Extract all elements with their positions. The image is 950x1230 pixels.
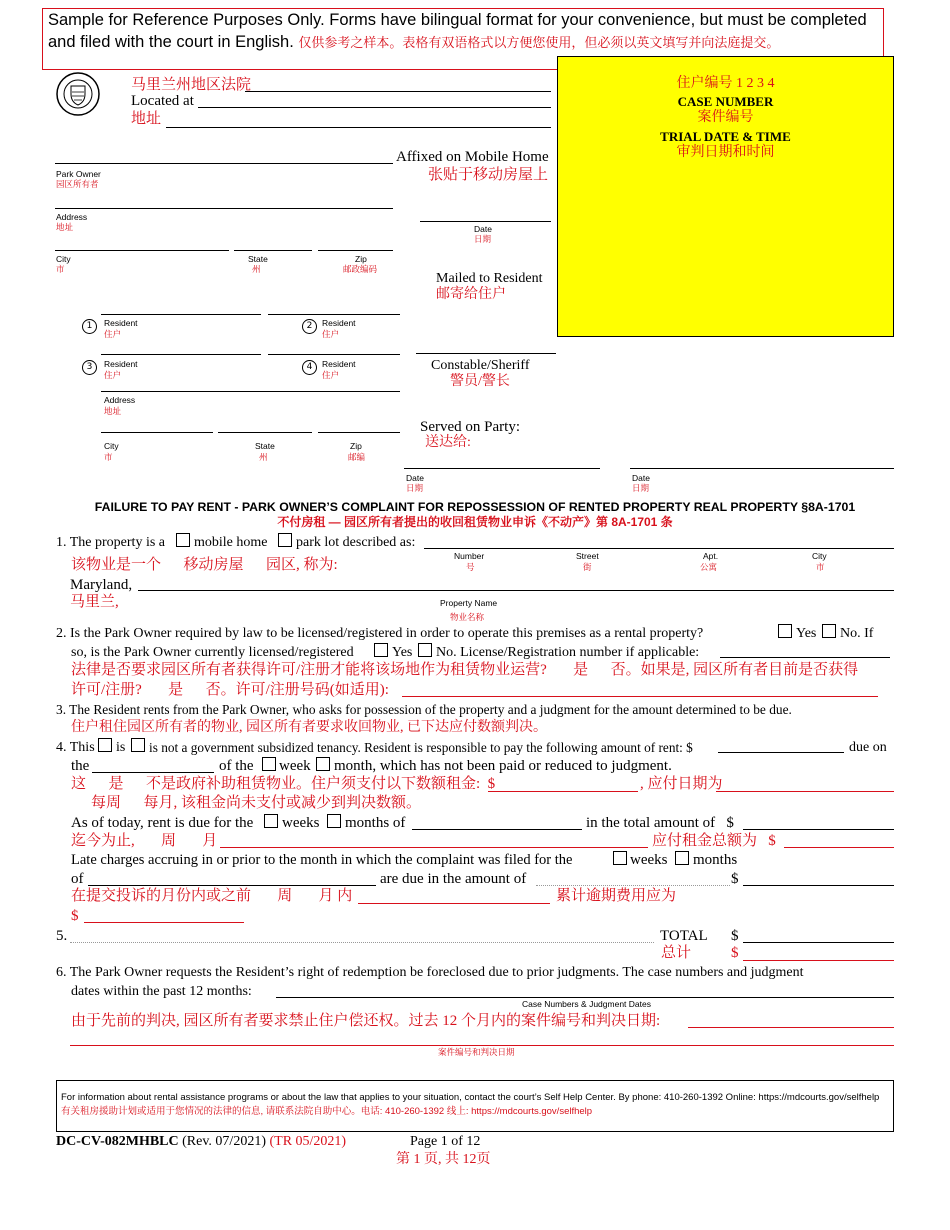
city-label-zh: 市 [816,562,825,572]
trial-zh: 审判日期和时间 [676,145,775,160]
asof-period-line-zh[interactable] [220,847,648,848]
owner-address-label-zh: 地址 [56,222,74,232]
resident-zip-line[interactable] [318,432,400,433]
resident-3-number: 3 [82,360,97,375]
subsidized-is-checkbox[interactable] [98,738,112,752]
s4-total-amt: in the total amount of $ [586,815,734,831]
affixed-date-label-zh: 日期 [474,234,492,244]
due-day-line[interactable] [92,772,214,773]
s4-due-amt: are due in the amount of [380,871,527,887]
resident-2-label: Resident [322,318,356,328]
late-amount-dotted [536,885,730,886]
s4-dollar: $ [731,871,739,887]
s4-months-of: months of [345,815,406,831]
maryland-label-zh: 马里兰, [70,594,119,610]
resident-city-label-zh: 市 [104,452,113,462]
period-month-checkbox[interactable] [316,757,330,771]
s4-dollar-zh: $ [71,908,79,924]
s2-zh1: 法律是否要求园区所有者获得许可/注册才能将该场地作为租赁物业运营? 是 否。如果是, 园区所有者目前是否获得 [71,662,859,678]
s5-dollar: $ [731,928,739,944]
form-number: DC-CV-082MHBLC [56,1134,179,1149]
resident-state-label-zh: 州 [259,452,268,462]
served-label: Served on Party: [420,419,520,435]
served-date-label-1: Date [406,473,424,483]
resident-number-zh: 住户编号 1 2 3 4 [676,76,775,91]
located-at-line[interactable] [198,107,551,108]
subsidized-isnot-checkbox[interactable] [131,738,145,752]
owner-state-label-zh: 州 [252,264,261,274]
complaint-title-zh: 不付房租 — 园区所有者提出的收回租赁物业申诉《不动产》第 8A-1701 条 [277,515,673,529]
resident-4-label-zh: 住户 [322,370,340,380]
served-label-zh: 送达给: [425,435,471,450]
s4-zh1b: , 应付日期为 [640,776,723,792]
s2-yes2: Yes [392,645,413,660]
form-tr: (TR 05/2021) [269,1134,347,1149]
s4-of-the: of the [219,758,254,774]
owner-zip-label-zh: 邮政编码 [343,264,378,274]
license-required-no-checkbox[interactable] [822,624,836,638]
case-numbers-line-zh[interactable] [688,1027,894,1028]
rent-amount-line[interactable] [718,752,844,753]
license-number-line[interactable] [720,657,890,658]
case-numbers-label: Case Numbers & Judgment Dates [522,999,651,1009]
case-numbers-line-zh-2[interactable] [70,1045,894,1046]
apt-label-zh: 公寓 [700,562,718,572]
resident-2-label-zh: 住户 [322,329,340,339]
court-name-line[interactable] [245,91,551,92]
resident-4-number: 4 [302,360,317,375]
s4-due-on: due on [849,740,887,755]
s6-en2: dates within the past 12 months: [71,984,252,999]
resident-zip-label: Zip [350,441,362,451]
s4-isnot: is not a government subsidized tenancy. Resident is responsible to pay the following amount of rent: $ [149,740,693,755]
complaint-title: FAILURE TO PAY RENT - PARK OWNER’S COMPLAINT FOR REPOSSESSION OF RENTED PROPERTY REAL PROPERTY §8A-1701 [94,500,856,514]
court-name: 马里兰州地区法院 [131,77,252,93]
s5-dotted [70,942,654,943]
s2-line2: so, is the Park Owner currently licensed/registered [71,645,354,660]
resident-address-label-zh: 地址 [104,406,122,416]
total-due-line-zh[interactable] [784,847,894,848]
s5-dollar-zh: $ [731,945,739,961]
served-date-label-1-zh: 日期 [406,483,424,493]
resident-3-label: Resident [104,359,138,369]
s4-total-zh: 应付租金总额为 $ [652,833,776,849]
s6-zh: 由于先前的判决, 园区所有者要求禁止住户偿还权。过去 12 个月内的案件编号和判决日期: [71,1013,661,1029]
number-label-zh: 号 [466,562,475,572]
apt-label: Apt. [703,551,719,561]
asof-period-line[interactable] [412,829,582,830]
affixed-label: Affixed on Mobile Home [396,149,549,165]
info-en: For information about rental assistance programs or about the law that applies to your situation, contact the court’s Self Help Center. By phone: 410-260-1392 Online: https://mdcourts.gov/selfhelp [61,1092,880,1103]
total-line-zh[interactable] [743,960,894,961]
affixed-date-label: Date [474,224,492,234]
late-period-line[interactable] [88,885,376,886]
s4-asof-zh: 迄今为止, 周 月 [71,833,218,849]
s1-lot: park lot described as: [296,535,416,550]
owner-city-label: City [56,254,71,264]
constable-line[interactable] [416,353,556,354]
s5-total: TOTAL [660,928,708,944]
late-weeks-checkbox[interactable] [613,851,627,865]
served-date-label-2: Date [632,473,650,483]
late-amount-line-zh[interactable] [84,922,244,923]
late-months-checkbox[interactable] [675,851,689,865]
due-day-line-zh[interactable] [716,791,894,792]
s4-week: week [279,758,311,774]
mailed-label: Mailed to Resident [436,271,543,286]
owner-address-label: Address [56,212,88,222]
park-owner-label-zh: 园区所有者 [56,179,99,189]
property-address-line[interactable] [424,548,894,549]
constable-label-zh: 警员/警长 [450,374,510,389]
court-seal-icon [56,72,100,116]
resident-3-line[interactable] [101,354,261,355]
resident-state-label: State [255,441,275,451]
park-lot-checkbox[interactable] [278,533,292,547]
page-number-zh: 第 1 页, 共 12页 [396,1152,491,1167]
trial-label: TRIAL DATE & TIME [660,129,791,144]
asof-months-checkbox[interactable] [327,814,341,828]
s4-zh2: 每周 每月, 该租金尚未支付或减少到判决数额。 [91,795,422,811]
constable-label: Constable/Sheriff [431,358,530,373]
resident-zip-label-zh: 邮编 [348,452,366,462]
s4-weeks: weeks [282,815,320,831]
number-label: Number [454,551,485,561]
served-date-line-1[interactable] [404,468,600,469]
s5-total-zh: 总计 [661,945,692,961]
s2-line2b: No. License/Registration number if applicable: [436,645,700,660]
served-date-label-2-zh: 日期 [632,483,650,493]
s2-yes: Yes [796,626,817,641]
s4-late-weeks: weeks [630,852,668,868]
owner-zip-label: Zip [355,254,367,264]
form-rev: (Rev. 07/2021) [182,1134,266,1149]
s5-num: 5. [56,928,68,944]
licensed-yes-checkbox[interactable] [374,643,388,657]
s4-month-rest: month, which has not been paid or reduced to judgment. [334,758,672,774]
court-address-line[interactable] [166,127,551,128]
s6-en1: 6. The Park Owner requests the Resident’s right of redemption be foreclosed due to prior judgments. The case numbers and judgment [56,965,804,980]
served-date-line-2[interactable] [630,468,894,469]
license-required-yes-checkbox[interactable] [778,624,792,638]
resident-1-label-zh: 住户 [104,329,122,339]
total-line[interactable] [743,942,894,943]
resident-city-label: City [104,441,119,451]
s1-mobile: mobile home [194,535,268,550]
case-number-label: CASE NUMBER [677,94,774,109]
notice-zh: 仅供参考之样本。表格有双语格式以方便您使用，但必须以英文填写并向法庭提交。 [298,35,780,50]
s3-en: 3. The Resident rents from the Park Owner, who asks for possession of the property and a judgment for the amount determined to be due. [56,702,792,717]
street-label-zh: 街 [583,562,592,572]
s4-late-zh: 在提交投诉的月份内或之前 周 月 内 [71,888,353,904]
s2-zh2: 许可/注册? 是 否。许可/注册号码(如适用): [71,682,389,698]
case-numbers-line[interactable] [276,997,894,998]
resident-1-label: Resident [104,318,138,328]
mobile-home-checkbox[interactable] [176,533,190,547]
affixed-label-zh: 张贴于移动房屋上 [428,167,549,183]
total-due-line[interactable] [743,829,894,830]
notice-en: Sample for Reference Purposes Only. Forms have bilingual format for your convenience, but must be completed and filed with the court in English. [48,11,867,51]
resident-1-line[interactable] [101,314,261,315]
property-name-label: Property Name [440,598,498,608]
owner-state-line[interactable] [234,250,312,251]
period-week-checkbox[interactable] [262,757,276,771]
maryland-label: Maryland, [70,577,133,593]
resident-4-label: Resident [322,359,356,369]
s4-asof: As of today, rent is due for the [71,815,254,831]
late-period-line-zh[interactable] [358,903,550,904]
owner-address-line[interactable] [55,208,393,209]
case-numbers-label-zh: 案件编号和判决日期 [438,1047,515,1057]
owner-zip-line[interactable] [318,250,393,251]
owner-city-line[interactable] [55,250,229,251]
owner-state-label: State [248,254,268,264]
owner-city-label-zh: 市 [56,264,65,274]
resident-address-line[interactable] [101,391,400,392]
s4-late-months: months [693,852,738,868]
s4-zh1: 这 是 不是政府补助租赁物业。住户须支付以下数额租金: $ [71,776,496,792]
city-label: City [812,551,827,561]
mailed-label-zh: 邮寄给住户 [436,287,506,302]
late-amount-line[interactable] [743,885,894,886]
resident-1-number: 1 [82,319,97,334]
case-number-zh: 案件编号 [697,110,754,125]
s1-text-a: 1. The property is a [56,535,165,550]
licensed-no-checkbox[interactable] [418,643,432,657]
notice-text [48,9,878,54]
info-zh: 有关租房援助计划或适用于您情况的法律的信息, 请联系法院自助中心。电话: 410-260-1392 线上: https://mdcourts.gov/selfhelp [61,1106,593,1117]
resident-city-line[interactable] [101,432,213,433]
park-owner-line[interactable] [55,163,393,164]
street-label: Street [576,551,599,561]
s3-zh: 住户租住园区所有者的物业, 园区所有者要求收回物业, 已下达应付数额判决。 [71,720,547,735]
s4-late-zh2: 累计逾期费用应为 [556,888,677,904]
s1-text-zh: 该物业是一个 移动房屋 园区, 称为: [71,557,338,573]
resident-address-label: Address [104,395,136,405]
s4-is: is [116,740,126,755]
s4-text-a: 4. This [56,740,95,755]
license-number-line-zh[interactable] [402,696,878,697]
park-owner-label: Park Owner [56,169,101,179]
affixed-date-line[interactable] [420,221,551,222]
s2-line1: 2. Is the Park Owner required by law to be licensed/registered in order to operate this premises as a rental property? [56,626,704,641]
s4-of: of [71,871,84,887]
resident-4-line[interactable] [268,354,400,355]
property-name-label-zh: 物业名称 [450,612,485,622]
maryland-line[interactable] [138,590,894,591]
located-at-label: Located at [131,93,194,109]
s2-no-if: No. If [840,626,874,641]
resident-2-line[interactable] [268,314,400,315]
address-label-zh: 地址 [131,111,162,127]
asof-weeks-checkbox[interactable] [264,814,278,828]
page-number: Page 1 of 12 [410,1134,481,1149]
footer-line [56,1134,346,1150]
s4-the: the [71,758,90,774]
s4-late: Late charges accruing in or prior to the month in which the complaint was filed for the [71,852,573,868]
resident-2-number: 2 [302,319,317,334]
rent-amount-line-zh[interactable] [488,791,638,792]
resident-3-label-zh: 住户 [104,370,122,380]
resident-state-line[interactable] [218,432,312,433]
